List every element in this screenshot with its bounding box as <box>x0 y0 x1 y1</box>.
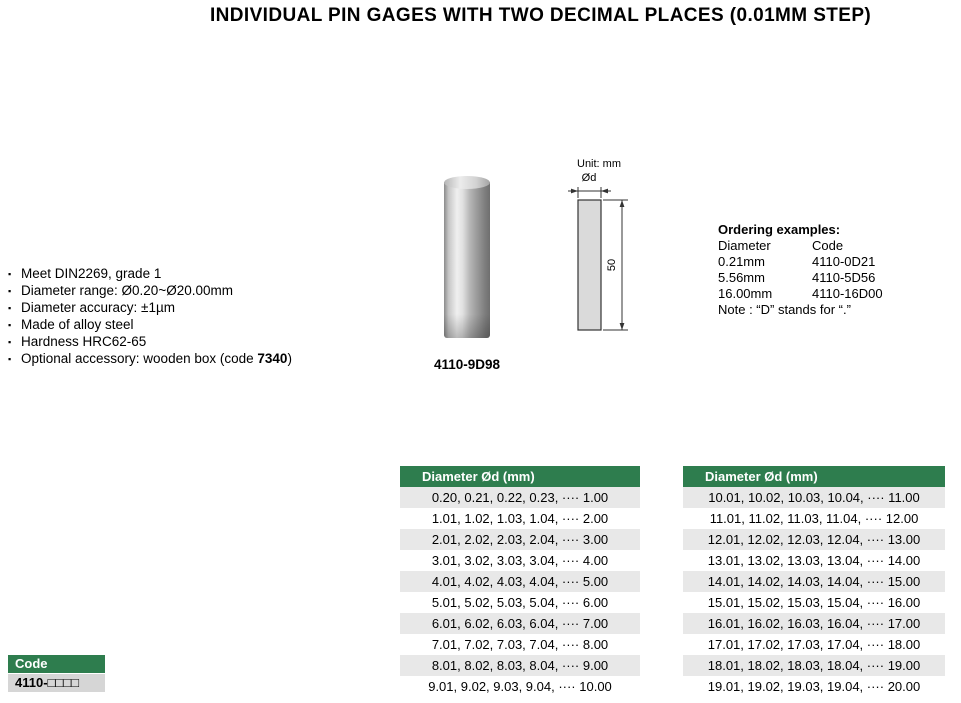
arrowhead <box>571 189 578 194</box>
bullet-icon: ▪ <box>8 303 12 313</box>
table-row: 7.01, 7.02, 7.03, 7.04, ···· 8.00 <box>431 637 609 652</box>
table-row: 17.01, 17.02, 17.03, 17.04, ···· 18.00 <box>707 637 921 652</box>
arrowhead <box>620 323 625 330</box>
table-row: 1.01, 1.02, 1.03, 1.04, ···· 2.00 <box>431 511 609 526</box>
feature-text: Meet DIN2269, grade 1 <box>21 266 162 281</box>
table-row: 6.01, 6.02, 6.03, 6.04, ···· 7.00 <box>400 613 640 634</box>
feature-text-suffix: ) <box>287 351 292 366</box>
dimension-drawing <box>566 170 666 350</box>
table-row: 11.01, 11.02, 11.03, 11.04, ···· 12.00 <box>709 511 919 526</box>
ordering-diameter: 5.56mm <box>718 270 765 285</box>
feature-text: Diameter accuracy: ±1µm <box>21 300 175 315</box>
feature-item <box>8 299 292 316</box>
table-row: 5.01, 5.02, 5.03, 5.04, ···· 6.00 <box>431 595 609 610</box>
table-row: 10.01, 10.02, 10.03, 10.04, ···· 11.00 <box>683 487 945 508</box>
feature-item <box>8 350 292 367</box>
table-header: Diameter Ød (mm) <box>683 466 945 487</box>
table-row: 9.01, 9.02, 9.03, 9.04, ···· 10.00 <box>428 679 612 694</box>
ordering-examples <box>718 222 883 318</box>
bullet-icon: ▪ <box>8 320 12 330</box>
table-row: 19.01, 19.02, 19.03, 19.04, ···· 20.00 <box>707 679 921 694</box>
feature-item <box>8 265 292 282</box>
table-row: 13.01, 13.02, 13.03, 13.04, ···· 14.00 <box>707 553 921 568</box>
ordering-diameter: 16.00mm <box>718 286 773 301</box>
table-row: 8.01, 8.02, 8.03, 8.04, ···· 9.00 <box>400 655 640 676</box>
feature-text <box>21 351 292 366</box>
unit-label: Unit: mm <box>577 158 621 170</box>
code-box-header: Code <box>8 655 105 673</box>
ordering-code: 4110-16D00 <box>812 286 883 301</box>
table-row: 3.01, 3.02, 3.03, 3.04, ···· 4.00 <box>431 553 609 568</box>
feature-text: Made of alloy steel <box>21 317 134 332</box>
diameter-table-1 <box>400 466 640 697</box>
feature-text: Hardness HRC62-65 <box>21 334 147 349</box>
ordering-col-code: Code <box>812 238 844 253</box>
table-row: 14.01, 14.02, 14.03, 14.04, ···· 15.00 <box>683 571 945 592</box>
pin-body <box>444 182 490 338</box>
length-dim-label: 50 <box>606 258 618 272</box>
table-row: 2.01, 2.02, 2.03, 2.04, ···· 3.00 <box>400 529 640 550</box>
page-title: INDIVIDUAL PIN GAGES WITH TWO DECIMAL PLACES (0.01MM STEP) <box>210 5 872 26</box>
code-box-value: 4110-□□□□ <box>8 674 105 692</box>
ordering-title: Ordering examples: <box>718 222 841 237</box>
feature-item <box>8 316 292 333</box>
bullet-icon: ▪ <box>8 354 12 364</box>
feature-accessory-code: 7340 <box>257 351 288 366</box>
ordering-col-diameter: Diameter <box>718 238 771 253</box>
feature-item <box>8 282 292 299</box>
table-row: 18.01, 18.02, 18.03, 18.04, ···· 19.00 <box>683 655 945 676</box>
pin-gage-photo <box>444 176 490 338</box>
ordering-note: Note : “D” stands for “.” <box>718 302 851 317</box>
bullet-icon: ▪ <box>8 269 12 279</box>
product-code-label: 4110-9D98 <box>433 357 501 372</box>
table-row: 15.01, 15.02, 15.03, 15.04, ···· 16.00 <box>707 595 921 610</box>
table-row: 12.01, 12.02, 12.03, 12.04, ···· 13.00 <box>683 529 945 550</box>
feature-item <box>8 333 292 350</box>
diameter-table-2 <box>683 466 945 697</box>
pin-top-cap <box>444 176 490 189</box>
feature-list <box>8 265 292 367</box>
ordering-diameter: 0.21mm <box>718 254 765 269</box>
table-row: 16.01, 16.02, 16.03, 16.04, ···· 17.00 <box>683 613 945 634</box>
bullet-icon: ▪ <box>8 337 12 347</box>
table-header: Diameter Ød (mm) <box>400 466 640 487</box>
pin-side-view <box>578 200 601 330</box>
table-row: 0.20, 0.21, 0.22, 0.23, ···· 1.00 <box>400 487 640 508</box>
ordering-code: 4110-0D21 <box>812 254 876 269</box>
feature-text-prefix: Optional accessory: wooden box (code <box>21 351 258 366</box>
arrowhead <box>620 200 625 207</box>
bullet-icon: ▪ <box>8 286 12 296</box>
arrowhead <box>601 189 608 194</box>
ordering-table <box>718 238 883 302</box>
feature-text: Diameter range: Ø0.20~Ø20.00mm <box>21 283 233 298</box>
table-row: 4.01, 4.02, 4.03, 4.04, ···· 5.00 <box>400 571 640 592</box>
ordering-code: 4110-5D56 <box>812 270 876 285</box>
diameter-dim-label: Ød <box>581 172 597 184</box>
